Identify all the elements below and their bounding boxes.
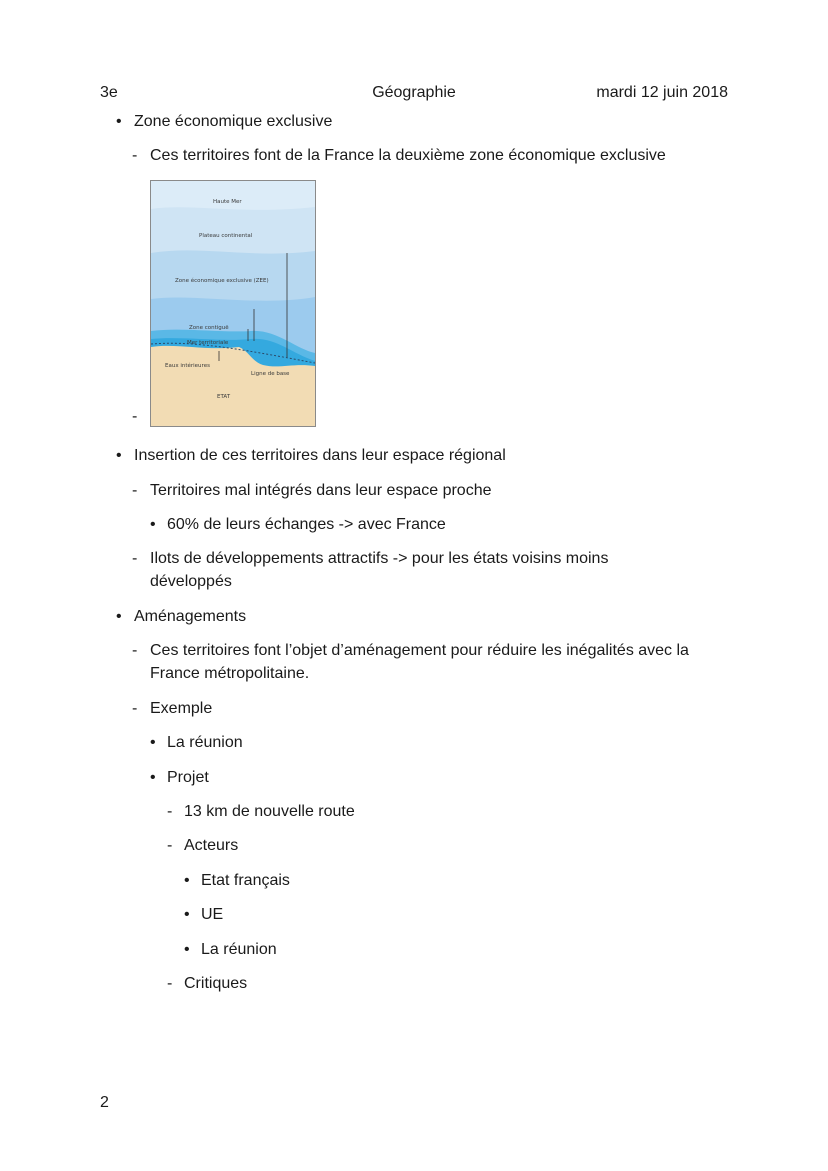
outline-item [167, 800, 355, 823]
outline-item-text: Projet [167, 769, 209, 786]
outline-item [116, 110, 332, 133]
bullet-marker: • [184, 872, 190, 889]
outline-item-text: 60% de leurs échanges -> avec France [167, 516, 446, 533]
outline-item [132, 479, 492, 502]
bullet-marker: • [150, 734, 156, 751]
bullet-marker: • [116, 447, 122, 464]
label-territorial: Mer territoriale [187, 340, 229, 346]
bullet-marker: • [150, 516, 156, 533]
outline-item [150, 513, 446, 536]
dash-marker: - [167, 803, 173, 820]
label-land: ETAT [217, 394, 231, 400]
outline-item-text: Territoires mal intégrés dans leur espace proche [150, 482, 492, 499]
outline-item [184, 903, 223, 926]
outline-item [116, 605, 246, 628]
outline-item-text: Acteurs [184, 837, 239, 854]
label-shelf: Plateau continental [199, 233, 253, 239]
dash-marker: - [167, 837, 173, 854]
outline-item-text: Insertion de ces territoires dans leur espace régional [134, 447, 506, 464]
outline-item-text [150, 639, 689, 685]
outline-item [167, 834, 238, 857]
label-contiguous: Zone contiguë [189, 325, 229, 331]
label-internal: Eaux intérieures [165, 363, 210, 369]
outline-item-text: La réunion [201, 941, 277, 958]
header-subject: Géographie [372, 84, 456, 101]
dash-marker: - [132, 700, 138, 717]
outline-item [132, 144, 666, 167]
outline-item-line: Ces territoires font l’objet d’aménagement pour réduire les inégalités avec la [150, 642, 689, 659]
header-date: mardi 12 juin 2018 [596, 84, 728, 101]
label-eez: Zone économique exclusive (ZEE) [175, 278, 269, 284]
dash-marker: - [132, 147, 138, 164]
outline-item [167, 972, 247, 995]
dash-marker: - [167, 975, 173, 992]
outline-item [150, 766, 209, 789]
outline-item [132, 697, 212, 720]
header-class-level: 3e [100, 84, 118, 101]
outline-item-text [150, 547, 608, 593]
outline-item [150, 731, 243, 754]
bullet-marker: • [150, 769, 156, 786]
dash-marker: - [132, 408, 138, 425]
dash-marker: - [132, 642, 138, 659]
outline-item-text: Critiques [184, 975, 248, 992]
outline-item-text: Aménagements [134, 608, 247, 625]
outline-item-text: La réunion [167, 734, 243, 751]
maritime-zones-diagram [150, 180, 316, 427]
bullet-marker: • [184, 941, 190, 958]
bullet-marker: • [116, 608, 122, 625]
outline-item [184, 938, 277, 961]
outline-item-text: 13 km de nouvelle route [184, 803, 355, 820]
outline-item [132, 639, 689, 685]
outline-item [116, 444, 506, 467]
outline-item-line: France métropolitaine. [150, 665, 310, 682]
outline-item [132, 547, 608, 593]
outline-item [132, 405, 150, 428]
bullet-marker: • [116, 113, 122, 130]
dash-marker: - [132, 550, 138, 567]
outline-item-text: UE [201, 906, 224, 923]
maritime-zones-svg [151, 181, 315, 426]
outline-item-text: Zone économique exclusive [134, 113, 333, 130]
outline-item-line: développés [150, 573, 232, 590]
outline-item-text: Ces territoires font de la France la deuxième zone économique exclusive [150, 147, 666, 164]
outline-item [184, 869, 290, 892]
coastal-lagoon [255, 345, 283, 363]
outline-item-line: Ilots de développements attractifs -> pour les états voisins moins [150, 550, 609, 567]
label-high-sea: Haute Mer [213, 199, 242, 205]
page-number: 2 [100, 1094, 109, 1111]
outline-item-text: Exemple [150, 700, 213, 717]
label-baseline: Ligne de base [251, 371, 290, 377]
bullet-marker: • [184, 906, 190, 923]
outline-item-text: Etat français [201, 872, 290, 889]
dash-marker: - [132, 482, 138, 499]
